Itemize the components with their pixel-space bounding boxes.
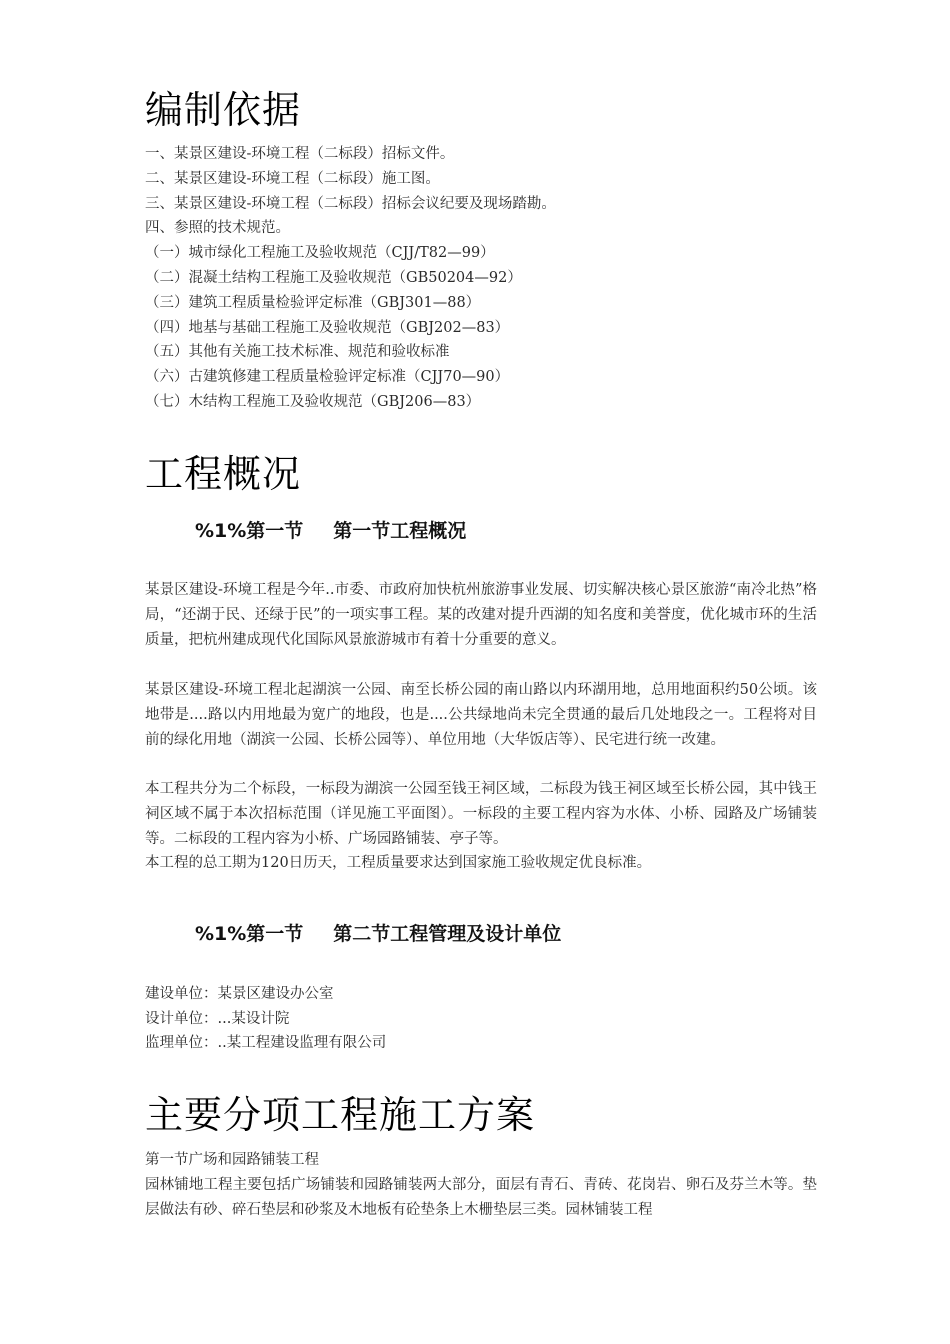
unit-line: 设计单位：...某设计院 (145, 1011, 290, 1027)
basis-item: （四）地基与基础工程施工及验收规范（GBJ202—83） (145, 320, 510, 336)
unit-line: 建设单位：某景区建设办公室 (145, 986, 334, 1002)
plan-subtitle: 第一节广场和园路铺装工程 (145, 1152, 319, 1168)
plan-paragraph: 园林铺地工程主要包括广场铺装和园路铺装两大部分，面层有青石、青砖、花岗岩、卵石及芬兰木等。垫层做法有砂、碎石垫层和砂浆及木地板有砼垫条上木栅垫层三类。园林铺装工程 (145, 1177, 817, 1218)
subheading-management-units (195, 921, 561, 947)
basis-item: （六）古建筑修建工程质量检验评定标准（CJJ70—90） (145, 369, 510, 385)
heading-basis: 编制依据 (145, 88, 302, 132)
overview-paragraph: 某景区建设-环境工程北起湖滨一公园、南至长桥公园的南山路以内环湖用地，总用地面积约50公顷。该地带是....路以内用地最为宽广的地段，也是....公共绿地尚未完全贯通的最后几处地段之一。工程将对目前的绿化用地（湖滨一公园、长桥公园等）、单位用地（大华饭店等）、民宅进行统一改建。 (145, 682, 817, 748)
basis-item: 二、某景区建设-环境工程（二标段）施工图。 (145, 171, 440, 187)
basis-item: 一、某景区建设-环境工程（二标段）招标文件。 (145, 146, 455, 162)
section-title: 第一节工程概况 (333, 520, 467, 542)
basis-item: 四、参照的技术规范。 (145, 220, 290, 236)
heading-construction-plan: 主要分项工程施工方案 (145, 1093, 536, 1137)
basis-item: （七）木结构工程施工及验收规范（GBJ206—83） (145, 394, 481, 410)
overview-paragraph: 某景区建设-环境工程是今年..市委、市政府加快杭州旅游事业发展、切实解决核心景区旅游“南冷北热”格局，“还湖于民、还绿于民”的一项实事工程。某的改建对提升西湖的知名度和美誉度，优化城市环的生活质量，把杭州建成现代化国际风景旅游城市有着十分重要的意义。 (145, 582, 817, 648)
section-prefix: %1%第一节 (195, 520, 304, 542)
basis-item: 三、某景区建设-环境工程（二标段）招标会议纪要及现场踏勘。 (145, 196, 556, 212)
basis-item: （五）其他有关施工技术标准、规范和验收标准 (145, 344, 450, 360)
unit-line: 监理单位：..某工程建设监理有限公司 (145, 1035, 387, 1051)
heading-overview: 工程概况 (145, 452, 302, 496)
section-title: 第二节工程管理及设计单位 (333, 923, 562, 945)
section-prefix: %1%第一节 (195, 923, 304, 945)
overview-paragraph: 本工程共分为二个标段，一标段为湖滨一公园至钱王祠区域，二标段为钱王祠区域至长桥公园，其中钱王祠区域不属于本次招标范围（详见施工平面图）。一标段的主要工程内容为水体、小桥、园路及广场铺装等。二标段的工程内容为小桥、广场园路铺装、亭子等。 (145, 781, 817, 847)
basis-item: （三）建筑工程质量检验评定标准（GBJ301—88） (145, 295, 481, 311)
overview-paragraph: 本工程的总工期为120日历天，工程质量要求达到国家施工验收规定优良标准。 (145, 855, 652, 871)
subheading-project-overview (195, 518, 466, 544)
basis-item: （一）城市绿化工程施工及验收规范（CJJ/T82—99） (145, 245, 495, 261)
basis-item: （二）混凝土结构工程施工及验收规范（GB50204—92） (145, 270, 522, 286)
